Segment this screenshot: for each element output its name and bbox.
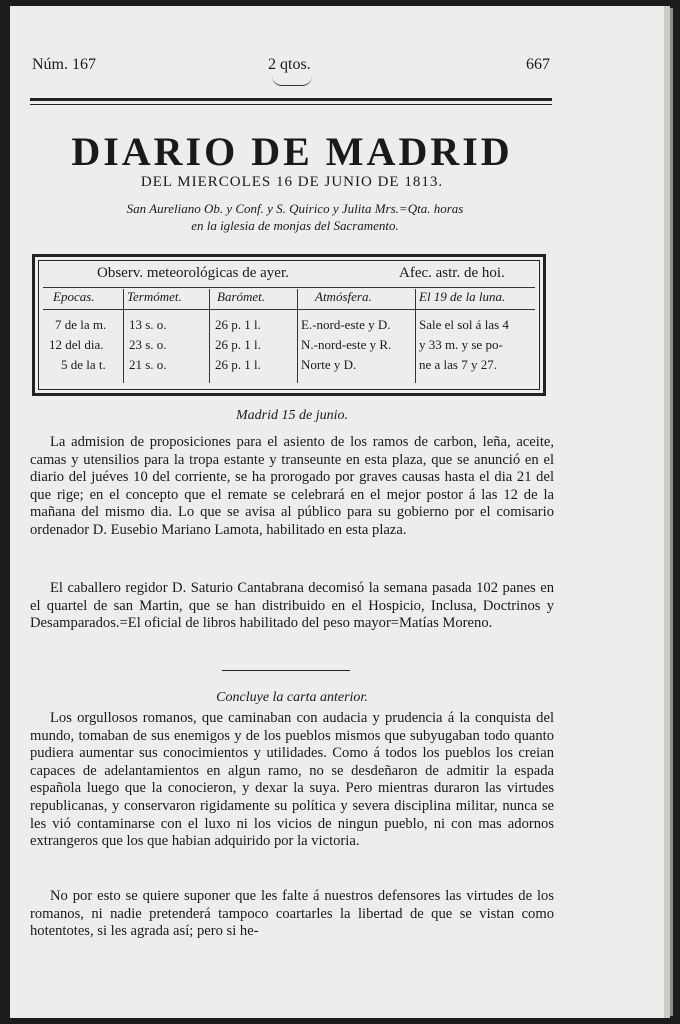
issue-price: 2 qtos.: [268, 56, 311, 73]
astro-line: ne a las 7 y 27.: [419, 357, 497, 372]
weather-rule-2: [43, 309, 535, 310]
col-barometro: Barómet.: [217, 289, 266, 304]
weather-rule-1: [43, 287, 535, 288]
page-number: 667: [526, 56, 550, 73]
newspaper-title: DIARIO DE MADRID: [71, 129, 513, 174]
saints-line-1: San Aureliano Ob. y Conf. y S. Quirico y Julita Mrs.=Qta. horas: [126, 201, 464, 216]
row-barometro: 26 p. 1 l.: [215, 317, 261, 332]
masthead-rule-top-thin: [30, 104, 552, 105]
section-separator: [222, 670, 350, 671]
row-termometro: 13 s. o.: [129, 317, 167, 332]
masthead-rule-top: [30, 98, 552, 101]
saints-of-day: [50, 200, 540, 234]
col-epocas: Epocas.: [53, 289, 95, 304]
col-atmosfera: Atmósfera.: [315, 289, 372, 304]
col-divider: [123, 289, 124, 383]
astro-heading: Afec. astr. de hoi.: [399, 265, 505, 281]
price-brace: [272, 76, 312, 86]
paragraph-4: No por esto se quiere suponer que les falte á nuestros defensores las virtudes de los romanos, ni nadie pretenderá tampoco coartarles la libertad de que se vistan como hotentotes, si les agrada así; pero si he-: [30, 888, 554, 940]
dateline: Madrid 15 de junio.: [236, 408, 348, 423]
paragraph-2: El caballero regidor D. Saturio Cantabrana decomisó la semana pasada 102 panes en el quartel de san Martin, que se han distribuido en el Hospicio, Inclusa, Doctrinos y Desamparados.=El oficial de libros habilitado del peso mayor=Matías Moreno.: [30, 580, 554, 632]
row-atmosfera: E.-nord-este y D.: [301, 317, 391, 332]
weather-table: [32, 254, 546, 396]
col-luna: El 19 de la luna.: [419, 289, 506, 304]
col-termometro: Termómet.: [127, 289, 182, 304]
row-epoca: 5 de la t.: [61, 357, 106, 372]
row-atmosfera: Norte y D.: [301, 357, 357, 372]
page-edge-shadow: [670, 8, 673, 1016]
astro-line: Sale el sol á las 4: [419, 317, 509, 332]
weather-heading: Observ. meteorológicas de ayer.: [97, 265, 289, 281]
col-divider: [209, 289, 210, 383]
newspaper-page: [10, 6, 664, 1018]
section-title: Concluye la carta anterior.: [216, 690, 368, 705]
row-atmosfera: N.-nord-este y R.: [301, 337, 392, 352]
row-barometro: 26 p. 1 l.: [215, 337, 261, 352]
saints-line-2: en la iglesia de monjas del Sacramento.: [191, 218, 399, 233]
astro-line: y 33 m. y se po-: [419, 337, 503, 352]
paragraph-1: La admision de proposiciones para el asiento de los ramos de carbon, leña, aceite, camas y utensilios para la tropa estante y transeunte en esta plaza, que se anunció en el diario del juéves 10 del corriente, se ha prorogado por graves causas hasta el dia 21 del que rige; en el concepto que el remate se celebrará en el mejor postor á las 12 de la mañana del mismo dia. Lo que se avisa al público para su gobierno por el comisario ordenador D. Eusebio Mariano Lamota, habilitado en esta plaza.: [30, 434, 554, 538]
row-epoca: 7 de la m.: [55, 317, 107, 332]
paragraph-3: Los orgullosos romanos, que caminaban con audacia y prudencia á la conquista del mundo, tomaban de sus enemigos y de los pueblos mismos que subyugaban todo quanto pudiera aumentar sus conocimientos y utilidades. Como á todos los pueblos los creian capaces de adelantamientos en algun ramo, no se desdeñaron de admitir la espada española luego que la conocieron, y dexar la suya. Pero mientras duraron las virtudes republicanas, y conservaron rigidamente su política y severa disciplina militar, nunca se les vió contaminarse con el luxo ni los vicios de ningun pueblo, ni con mas adornos extrangeros que los que habian adquirido por la victoria.: [30, 710, 554, 850]
row-barometro: 26 p. 1 l.: [215, 357, 261, 372]
issue-number: Núm. 167: [32, 56, 96, 73]
issue-date: DEL MIERCOLES 16 DE JUNIO DE 1813.: [140, 174, 444, 190]
col-divider: [415, 289, 416, 383]
row-epoca: 12 del dia.: [49, 337, 104, 352]
col-divider: [297, 289, 298, 383]
row-termometro: 23 s. o.: [129, 337, 167, 352]
row-termometro: 21 s. o.: [129, 357, 167, 372]
